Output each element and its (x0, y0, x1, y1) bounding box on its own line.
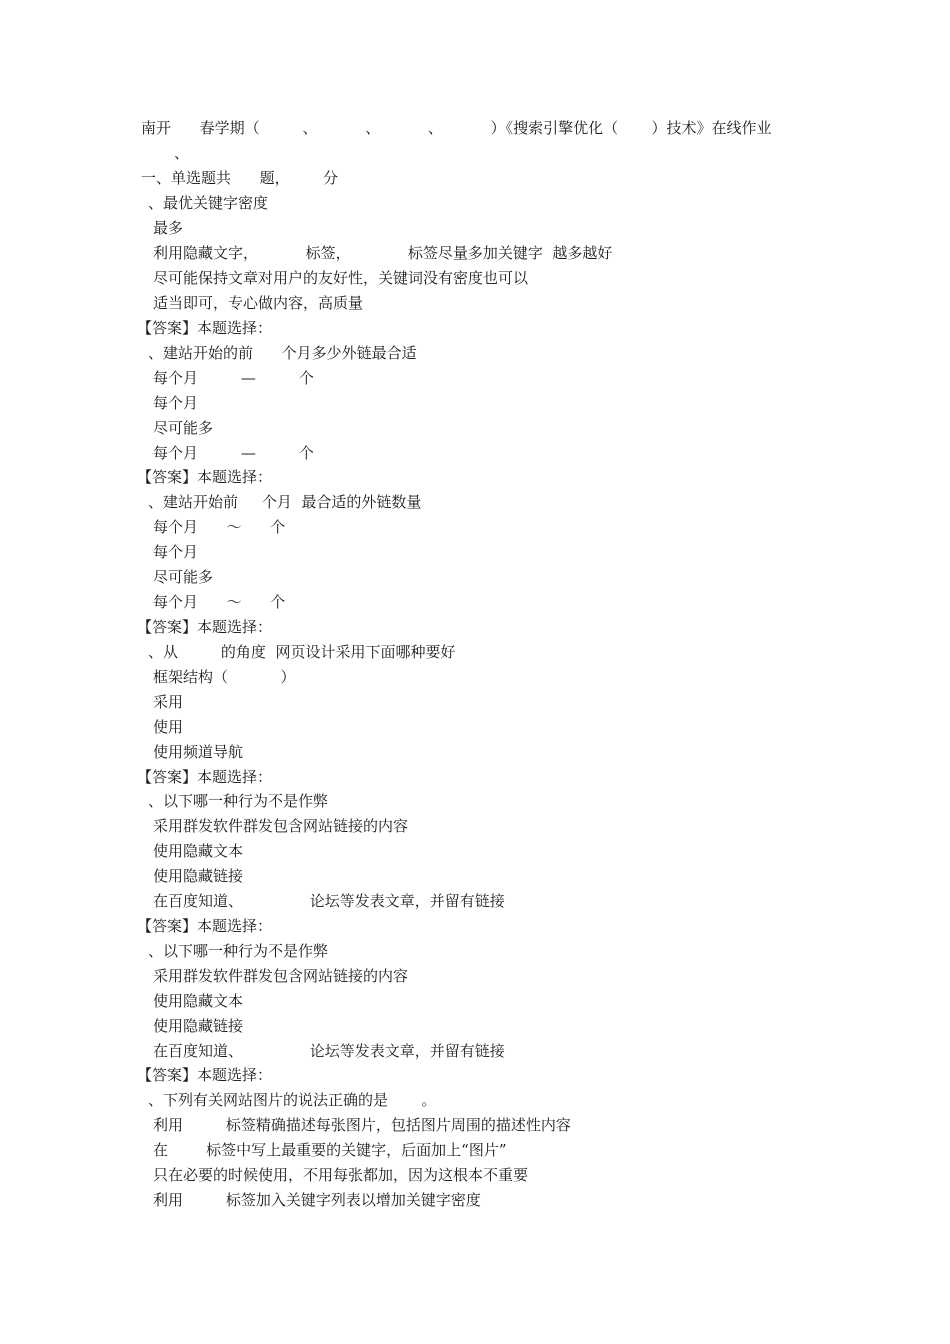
question-5: 、以下哪一种行为不是作弊 (148, 792, 329, 810)
question-4: 、从 的角度 网页设计采用下面哪种要好 (148, 643, 456, 661)
question-2-answer: 【答案】本题选择： (137, 468, 273, 486)
question-3: 、建站开始前 个月 最合适的外链数量 (148, 493, 422, 511)
question-4-option-b: 采用 (153, 693, 184, 711)
question-5-option-a: 采用群发软件群发包含网站链接的内容 (153, 817, 409, 835)
question-6: 、以下哪一种行为不是作弊 (148, 942, 329, 960)
question-3-option-d: 每个月 ～ 个 (153, 593, 286, 611)
question-6-option-c: 使用隐藏链接 (153, 1017, 244, 1035)
question-6-option-b: 使用隐藏文本 (153, 992, 244, 1010)
question-5-option-c: 使用隐藏链接 (153, 867, 244, 885)
question-4-answer: 【答案】本题选择： (137, 768, 273, 786)
question-1-option-a: 最多 (153, 219, 184, 237)
question-4-option-d: 使用频道导航 (153, 743, 244, 761)
document-title-continuation: 、 (174, 144, 190, 162)
document-title: 南开 春学期（ 、 、 、 ）《搜索引擎优化（ ）技术》在线作业 (141, 119, 772, 137)
question-6-answer: 【答案】本题选择： (137, 1066, 273, 1084)
question-7-option-d: 利用 标签加入关键字列表以增加关键字密度 (153, 1191, 481, 1209)
question-3-answer: 【答案】本题选择： (137, 618, 273, 636)
question-1-answer: 【答案】本题选择： (137, 319, 273, 337)
question-3-option-b: 每个月 (153, 543, 199, 561)
question-5-option-b: 使用隐藏文本 (153, 842, 244, 860)
question-7-option-c: 只在必要的时候使用，不用每张都加，因为这根本不重要 (153, 1166, 529, 1184)
question-6-option-d: 在百度知道、 论坛等发表文章，并留有链接 (153, 1042, 505, 1060)
question-4-option-a: 框架结构（ ） (153, 668, 296, 686)
question-1: 、最优关键字密度 (148, 194, 269, 212)
question-3-option-a: 每个月 ～ 个 (153, 518, 286, 536)
question-1-option-b: 利用隐藏文字， 标签， 标签尽量多加关键字 越多越好 (153, 244, 613, 262)
question-2: 、建站开始的前 个月多少外链最合适 (148, 344, 417, 362)
question-2-option-c: 尽可能多 (153, 419, 214, 437)
question-7-option-b: 在 标签中写上最重要的关键字，后面加上“图片” (153, 1141, 507, 1159)
question-5-answer: 【答案】本题选择： (137, 917, 273, 935)
question-7: 、下列有关网站图片的说法正确的是 。 (148, 1091, 437, 1109)
question-5-option-d: 在百度知道、 论坛等发表文章，并留有链接 (153, 892, 505, 910)
question-4-option-c: 使用 (153, 718, 184, 736)
section-heading: 一、单选题共 题， 分 (141, 169, 338, 187)
question-2-option-d: 每个月 — 个 (153, 444, 314, 462)
question-7-option-a: 利用 标签精确描述每张图片，包括图片周围的描述性内容 (153, 1116, 571, 1134)
question-1-option-d: 适当即可，专心做内容，高质量 (153, 294, 364, 312)
question-6-option-a: 采用群发软件群发包含网站链接的内容 (153, 967, 409, 985)
question-1-option-c: 尽可能保持文章对用户的友好性，关键词没有密度也可以 (153, 269, 529, 287)
question-2-option-b: 每个月 (153, 394, 199, 412)
question-2-option-a: 每个月 — 个 (153, 369, 314, 387)
question-3-option-c: 尽可能多 (153, 568, 214, 586)
